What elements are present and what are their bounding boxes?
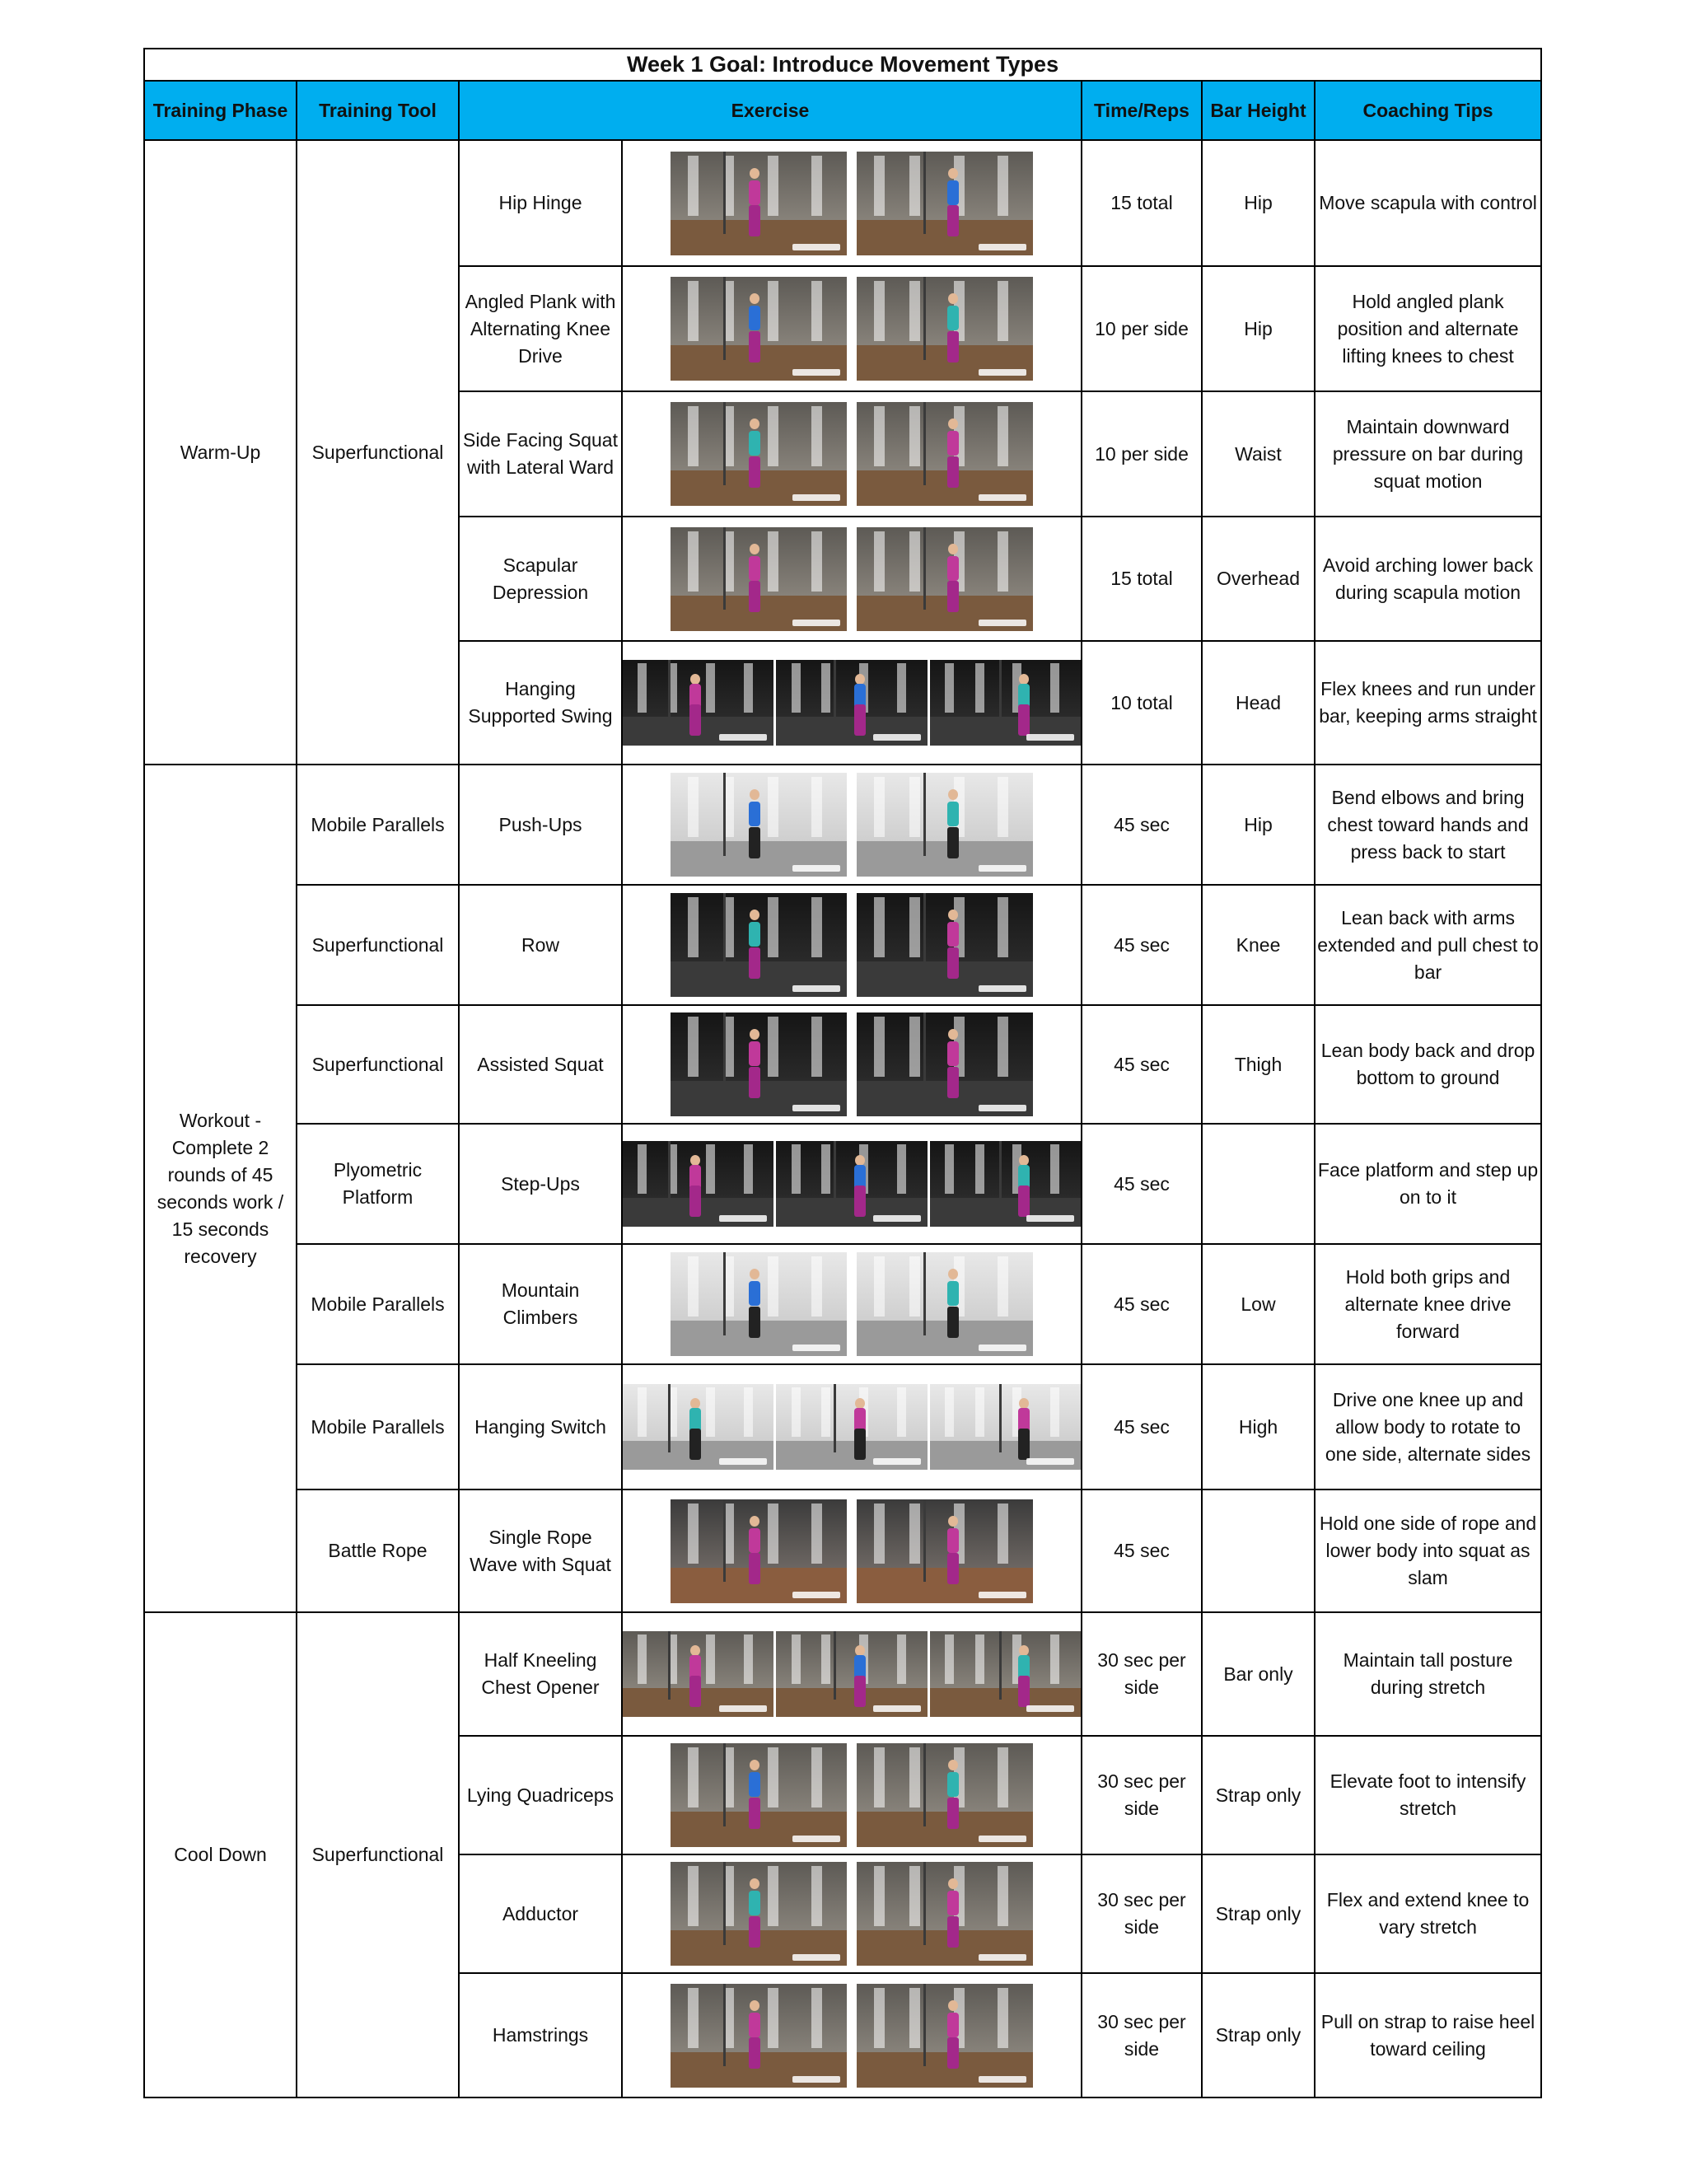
exercise-photo [671, 773, 847, 877]
bar-height-cell: Thigh [1202, 1005, 1315, 1124]
exercise-name-assisted-squat: Assisted Squat [459, 1005, 622, 1124]
exercise-images [622, 391, 1082, 517]
exercise-photo [623, 1631, 773, 1717]
training-phase-cell: Cool Down [144, 1612, 297, 2097]
training-tool-cell: Superfunctional [297, 1612, 459, 2097]
table-row [144, 1124, 1541, 1244]
exercise-images [622, 1364, 1082, 1490]
exercise-photo [776, 1141, 927, 1227]
exercise-images [622, 885, 1082, 1005]
bar-height-cell: Hip [1202, 266, 1315, 391]
time-reps-cell: 15 total [1082, 517, 1202, 641]
bar-height-cell: Hip [1202, 140, 1315, 266]
coaching-tip-cell: Bend elbows and bring chest toward hands and press back to start [1315, 765, 1541, 885]
exercise-name-angled-plank-with-alternating-knee-drive: Angled Plank with Alternating Knee Drive [459, 266, 622, 391]
bar-height-cell: Waist [1202, 391, 1315, 517]
exercise-photo [857, 1862, 1033, 1966]
table-row [144, 1244, 1541, 1364]
bar-height-cell: Low [1202, 1244, 1315, 1364]
table-row [144, 885, 1541, 1005]
exercise-name-adductor: Adductor [459, 1854, 622, 1973]
coaching-tip-cell: Maintain downward pressure on bar during squat motion [1315, 391, 1541, 517]
time-reps-cell: 10 per side [1082, 266, 1202, 391]
training-tool-cell: Plyometric Platform [297, 1124, 459, 1244]
training-tool-cell: Mobile Parallels [297, 1364, 459, 1490]
exercise-images [622, 1005, 1082, 1124]
header-training-phase: Training Phase [144, 81, 297, 140]
exercise-photo [623, 1141, 773, 1227]
time-reps-cell: 30 sec per side [1082, 1973, 1202, 2097]
exercise-photo [930, 1631, 1081, 1717]
coaching-tip-cell: Lean body back and drop bottom to ground [1315, 1005, 1541, 1124]
exercise-images [622, 266, 1082, 391]
table-row [144, 1005, 1541, 1124]
exercise-photo [857, 527, 1033, 631]
exercise-name-half-kneeling-chest-opener: Half Kneeling Chest Opener [459, 1612, 622, 1736]
exercise-name-step-ups: Step-Ups [459, 1124, 622, 1244]
exercise-photo [623, 660, 773, 746]
coaching-tip-cell: Flex and extend knee to vary stretch [1315, 1854, 1541, 1973]
time-reps-cell: 45 sec [1082, 885, 1202, 1005]
table-row [144, 765, 1541, 885]
time-reps-cell: 30 sec per side [1082, 1612, 1202, 1736]
time-reps-cell: 30 sec per side [1082, 1854, 1202, 1973]
exercise-photo [857, 1012, 1033, 1116]
training-phase-cell: Warm-Up [144, 140, 297, 765]
exercise-name-push-ups: Push-Ups [459, 765, 622, 885]
exercise-name-scapular-depression: Scapular Depression [459, 517, 622, 641]
time-reps-cell: 45 sec [1082, 1490, 1202, 1612]
exercise-photo [857, 152, 1033, 255]
exercise-photo [857, 1499, 1033, 1603]
exercise-photo [857, 1252, 1033, 1356]
training-tool-cell: Battle Rope [297, 1490, 459, 1612]
bar-height-cell: High [1202, 1364, 1315, 1490]
exercise-images [622, 1490, 1082, 1612]
exercise-photo [857, 1984, 1033, 2088]
exercise-photo [930, 1141, 1081, 1227]
time-reps-cell: 30 sec per side [1082, 1736, 1202, 1854]
exercise-photo [671, 893, 847, 997]
exercise-images [622, 1854, 1082, 1973]
coaching-tip-cell: Maintain tall posture during stretch [1315, 1612, 1541, 1736]
exercise-photo [857, 773, 1033, 877]
exercise-photo [671, 1984, 847, 2088]
exercise-photo [671, 1743, 847, 1847]
bar-height-cell: Bar only [1202, 1612, 1315, 1736]
exercise-name-row: Row [459, 885, 622, 1005]
bar-height-cell [1202, 1490, 1315, 1612]
exercise-photo [671, 402, 847, 506]
time-reps-cell: 45 sec [1082, 1364, 1202, 1490]
training-tool-cell: Mobile Parallels [297, 1244, 459, 1364]
bar-height-cell: Strap only [1202, 1736, 1315, 1854]
training-tool-cell: Superfunctional [297, 140, 459, 765]
table-title: Week 1 Goal: Introduce Movement Types [144, 49, 1541, 81]
exercise-photo [857, 893, 1033, 997]
coaching-tip-cell: Elevate foot to intensify stretch [1315, 1736, 1541, 1854]
exercise-name-hanging-switch: Hanging Switch [459, 1364, 622, 1490]
exercise-images [622, 1244, 1082, 1364]
header-exercise: Exercise [459, 81, 1082, 140]
exercise-photo [671, 1012, 847, 1116]
exercise-photo [671, 1252, 847, 1356]
header-time-reps: Time/Reps [1082, 81, 1202, 140]
time-reps-cell: 45 sec [1082, 765, 1202, 885]
exercise-photo [857, 402, 1033, 506]
table-row [144, 140, 1541, 266]
exercise-photo [857, 277, 1033, 381]
exercise-photo [671, 1862, 847, 1966]
training-tool-cell: Superfunctional [297, 1005, 459, 1124]
workout-table [143, 48, 1542, 2098]
bar-height-cell [1202, 1124, 1315, 1244]
coaching-tip-cell: Drive one knee up and allow body to rotate to one side, alternate sides [1315, 1364, 1541, 1490]
table-body [144, 140, 1541, 2097]
coaching-tip-cell: Hold angled plank position and alternate lifting knees to chest [1315, 266, 1541, 391]
exercise-photo [776, 1631, 927, 1717]
coaching-tip-cell: Lean back with arms extended and pull chest to bar [1315, 885, 1541, 1005]
time-reps-cell: 15 total [1082, 140, 1202, 266]
bar-height-cell: Strap only [1202, 1854, 1315, 1973]
header-training-tool: Training Tool [297, 81, 459, 140]
exercise-name-hanging-supported-swing: Hanging Supported Swing [459, 641, 622, 765]
exercise-name-mountain-climbers: Mountain Climbers [459, 1244, 622, 1364]
header-bar-height: Bar Height [1202, 81, 1315, 140]
exercise-images [622, 1736, 1082, 1854]
coaching-tip-cell: Move scapula with control [1315, 140, 1541, 266]
coaching-tip-cell: Hold one side of rope and lower body into squat as slam [1315, 1490, 1541, 1612]
bar-height-cell: Head [1202, 641, 1315, 765]
training-tool-cell: Superfunctional [297, 885, 459, 1005]
coaching-tip-cell: Face platform and step up on to it [1315, 1124, 1541, 1244]
training-phase-cell: Workout - Complete 2 rounds of 45 seconds work / 15 seconds recovery [144, 765, 297, 1612]
exercise-images [622, 1124, 1082, 1244]
exercise-images [622, 641, 1082, 765]
table-row [144, 1612, 1541, 1736]
coaching-tip-cell: Flex knees and run under bar, keeping arms straight [1315, 641, 1541, 765]
exercise-images [622, 765, 1082, 885]
exercise-images [622, 517, 1082, 641]
coaching-tip-cell: Avoid arching lower back during scapula motion [1315, 517, 1541, 641]
table-row [144, 1364, 1541, 1490]
exercise-photo [930, 1384, 1081, 1470]
exercise-photo [930, 660, 1081, 746]
time-reps-cell: 10 total [1082, 641, 1202, 765]
exercise-name-hamstrings: Hamstrings [459, 1973, 622, 2097]
exercise-images [622, 1973, 1082, 2097]
table-row [144, 1490, 1541, 1612]
exercise-photo [857, 1743, 1033, 1847]
exercise-photo [671, 152, 847, 255]
exercise-photo [776, 660, 927, 746]
bar-height-cell: Knee [1202, 885, 1315, 1005]
header-coaching-tips: Coaching Tips [1315, 81, 1541, 140]
time-reps-cell: 10 per side [1082, 391, 1202, 517]
exercise-images [622, 1612, 1082, 1736]
exercise-photo [671, 1499, 847, 1603]
time-reps-cell: 45 sec [1082, 1005, 1202, 1124]
exercise-photo [671, 277, 847, 381]
time-reps-cell: 45 sec [1082, 1124, 1202, 1244]
bar-height-cell: Overhead [1202, 517, 1315, 641]
bar-height-cell: Hip [1202, 765, 1315, 885]
exercise-photo [776, 1384, 927, 1470]
exercise-images [622, 140, 1082, 266]
coaching-tip-cell: Pull on strap to raise heel toward ceiling [1315, 1973, 1541, 2097]
exercise-name-lying-quadriceps: Lying Quadriceps [459, 1736, 622, 1854]
bar-height-cell: Strap only [1202, 1973, 1315, 2097]
time-reps-cell: 45 sec [1082, 1244, 1202, 1364]
exercise-name-single-rope-wave-with-squat: Single Rope Wave with Squat [459, 1490, 622, 1612]
coaching-tip-cell: Hold both grips and alternate knee drive forward [1315, 1244, 1541, 1364]
training-tool-cell: Mobile Parallels [297, 765, 459, 885]
exercise-photo [623, 1384, 773, 1470]
exercise-photo [671, 527, 847, 631]
exercise-name-hip-hinge: Hip Hinge [459, 140, 622, 266]
exercise-name-side-facing-squat-with-lateral-ward: Side Facing Squat with Lateral Ward [459, 391, 622, 517]
